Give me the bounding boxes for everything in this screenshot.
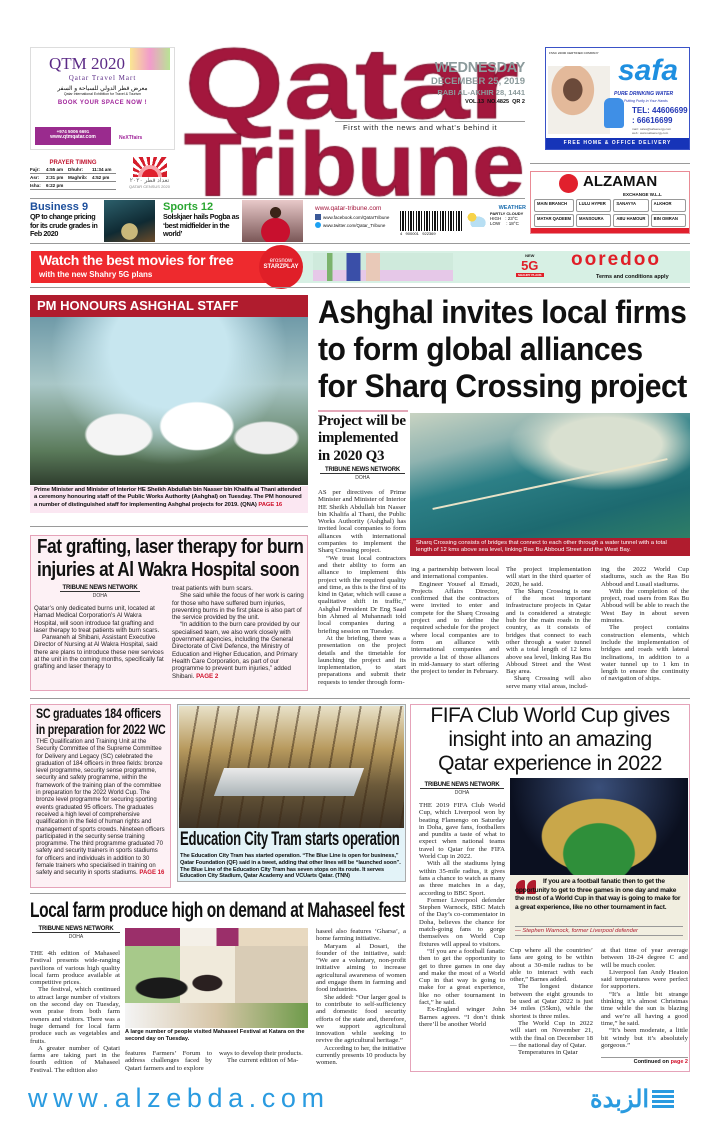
alzaman-brand: ALZAMAN xyxy=(583,173,658,190)
paragraph: features Farmers’ Forum to address challenges faced by Qatari farmers and to explore xyxy=(125,1050,212,1072)
qtm-arabic: معرض قطر الدولي للسياحة و السفر xyxy=(57,86,148,92)
water-bottle-icon xyxy=(604,98,624,128)
banner-sub: with the new Shahry 5G plans xyxy=(39,270,153,279)
badge-plans: SHAHRY PLANS xyxy=(518,273,542,277)
burns-headline xyxy=(37,536,303,582)
headline-line: Fat grafting, laser therapy for burn xyxy=(37,536,304,558)
dateline: DOHA xyxy=(92,593,108,599)
stadium-photo xyxy=(510,778,688,875)
sharq-crossing-aerial-photo xyxy=(410,413,690,538)
lead-subhead xyxy=(318,413,406,465)
alzebda-logo xyxy=(590,1085,674,1114)
twitter-link[interactable]: www.twitter.com/Qatar_Tribune xyxy=(323,222,386,228)
farm-column-1 xyxy=(30,950,120,1074)
divider xyxy=(30,698,690,699)
headline-line: Ashghal invites local firms xyxy=(318,294,687,330)
banner-headline: Watch the best movies for free xyxy=(39,252,234,268)
farm-photo-caption: A large number of people visited Mahaseel Festival at Katara on the second day on Tuesday. xyxy=(125,1029,305,1042)
paragraph: THE 2019 FIFA Club World Cup, which Liverpool won by beating Flamengo on Saturday in Doha, gave fans, footballers and pundits a taste of what to expect when national teams travel to Qatar for the FIFA World Cup in 2022. xyxy=(419,802,505,861)
teaser-section: Business 9 xyxy=(30,201,89,213)
barcode-number: 4 900001 922369 xyxy=(400,231,436,236)
paragraph: ing a partnership between local and international companies. xyxy=(411,566,499,581)
continued-link[interactable] xyxy=(601,1057,688,1065)
twitter-icon xyxy=(315,222,321,228)
lead-headline xyxy=(318,294,687,405)
pm-kicker: PM HONOURS ASHGHAL STAFF xyxy=(30,295,308,317)
prayer-name: Asr: xyxy=(30,175,40,180)
burns-column-1 xyxy=(34,605,166,688)
paragraph: According to her, the initiative currently presents 10 products by women. xyxy=(316,1044,406,1067)
tram-vehicle xyxy=(214,768,364,796)
sc-body-text: THE Qualification and Training Unit at the Security Committee of the Supreme Committee for Delivery and Legacy (SC) celebrated the graduation of 184 officers in three fields: bronze level programme, security sense programme, security and safety programme, within the framework of the training plan of the committee in preparation for the 2022 World Cup. The bronze level programme for securing sporting events graduated 95 officers. The graduates received a high level of comprehensive qualification in the field of human rights and management of sports crowds. Nineteen officers participated in the security sense training programme. The third programme graduated 70 safety and security trainers in sports stadiums for officers and individuals in addition to 30 female trainers who specialised in training on safety and security in sports stadiums. xyxy=(36,739,165,877)
ooredoo-banner-ad[interactable] xyxy=(31,251,690,283)
lead-column-2 xyxy=(411,566,499,690)
quote-text: If you are a football fanatic then to get the opportunity to get to three games in one day and make the most of a World Cup in that way is going to make for a great experience, like no other tournament in fact. xyxy=(515,878,681,912)
qtm-color-splash xyxy=(130,48,170,70)
weather xyxy=(466,205,526,226)
safa-brand: safa xyxy=(618,54,679,87)
prayer-row xyxy=(30,166,116,174)
paragraph: Liverpool fan Andy Heaton said temperatures were perfect for supporters. xyxy=(601,968,688,991)
paragraph: THE 4th edition of Mahaseel Festival presents wide-ranging pavilions of various high quality local farm produce available at competitive prices. xyxy=(30,950,120,987)
lead-column-4 xyxy=(601,566,689,690)
branch-box: MANSOURA xyxy=(576,214,611,227)
badge-new: NEW xyxy=(525,253,535,258)
safa-slogan: Putting Purity in Your Hands xyxy=(624,99,668,103)
farm-column-2 xyxy=(125,1050,212,1072)
fifa-column-1 xyxy=(419,802,505,1067)
branch-box: LULU HYPER xyxy=(576,199,611,212)
branch-box: BIN OMRAN xyxy=(651,214,686,227)
prayer-time: 4:55 am xyxy=(46,167,64,172)
paragraph: at that time of year average between 18-24 degree C and will be much cooler. xyxy=(601,947,688,969)
business-teaser-photo xyxy=(104,200,155,242)
tram-headline: Education City Tram starts operation xyxy=(180,829,400,850)
byline: TRIBUNE NEWS NETWORK xyxy=(420,782,504,789)
prayer-time: 6:22 pm xyxy=(46,183,64,188)
cartoon-illustration xyxy=(313,253,453,281)
paragraph: Former Liverpool defender Stephen Warnock, BBC Match of the Day’s co-commentator in Doha, believes the chance for match-going fans to gorge themselves on World Cup fixtures will appeal to visitors. xyxy=(419,896,505,948)
paragraph: “It’s been moderate, a little bit windy but it’s absolutely gorgeous.” xyxy=(601,1027,688,1049)
farm-column-4 xyxy=(316,928,406,1070)
sc-headline xyxy=(36,705,165,738)
paragraph: ing the 2022 World Cup stadiums, such as the Ras Bu Abboud and Lusail stadiums. xyxy=(601,566,689,588)
divider xyxy=(30,198,525,199)
qtm-url: www.qtmqatar.com xyxy=(50,134,96,140)
headline-line: to form global alliances xyxy=(318,331,643,367)
subhead-line: Project will be xyxy=(318,413,406,429)
logo-lines-icon xyxy=(652,1090,674,1110)
barcode xyxy=(400,211,462,237)
5g-badge xyxy=(516,253,544,277)
headline-line: for Sharq Crossing project xyxy=(318,368,687,404)
sc-body xyxy=(36,739,166,885)
branch-box: SANAYYA xyxy=(613,199,648,212)
safa-ad[interactable] xyxy=(545,47,690,150)
facebook-link[interactable]: www.facebook.com/QatarTribune xyxy=(323,214,390,220)
website-link[interactable]: www.qatar-tribune.com xyxy=(315,205,382,212)
burns-column-2 xyxy=(172,585,305,688)
branch-box: MAIN BRANCH xyxy=(534,199,574,212)
prayer-time: 11:34 am xyxy=(92,167,112,172)
page-ref-link[interactable]: PAGE 2 xyxy=(196,672,219,680)
safa-tel: TEL: 44606699 xyxy=(632,106,688,115)
weekday: WEDNESDAY xyxy=(434,60,525,76)
byline: TRIBUNE NEWS NETWORK xyxy=(320,467,405,474)
fifa-headline xyxy=(412,704,688,777)
page-ref-link[interactable]: PAGE 16 xyxy=(139,870,165,877)
quote-attribution: — Stephen Warnock, former Liverpool defender xyxy=(515,926,683,936)
paragraph: With all the stadiums lying within 35-mile radius, it gives fans a chance to watch as many as three matches in a day, according to BBC Sport. xyxy=(419,860,505,897)
low-temp: : 18°C xyxy=(506,221,519,226)
produce-table xyxy=(125,1003,308,1028)
divider xyxy=(530,163,690,164)
safa-footer: FREE HOME & OFFICE DELIVERY xyxy=(546,138,689,149)
prayer-name: Fajr: xyxy=(30,167,40,172)
paragraph xyxy=(172,621,305,679)
qtm-cta: BOOK YOUR SPACE NOW ! xyxy=(57,100,148,106)
footer-url[interactable]: www.alzebda.com xyxy=(28,1083,330,1113)
prayer-row xyxy=(30,182,116,190)
paragraph: “It’s a little bit strange thinking it’s almost Christmas time while the sun is blazing and we’re all having a good time,” he said. xyxy=(601,990,688,1027)
paragraph: At the briefing, there was a presentation on the project details and the timetable for launching the project and its implementation, to start preparations and submit their requests to tender through form- xyxy=(318,634,406,686)
pull-quote xyxy=(510,875,688,940)
headline-line: in preparation for 2022 WC xyxy=(36,721,166,738)
prayer-title: PRAYER TIMING xyxy=(49,160,97,166)
sports-teaser-photo xyxy=(242,200,303,242)
logo-text: الزبدة xyxy=(590,1086,650,1113)
census-arabic: تعداد قطر ٢٠٢٠ xyxy=(129,178,170,184)
alzaman-logo-icon xyxy=(559,174,578,193)
dateline: DOHA xyxy=(454,790,470,796)
partner-starzplay: STARZPLAY xyxy=(263,264,299,270)
tram-body: The Education City Tram has started operation. “The Blue Line is open for business,” Qatar Foundation (QF) said in a tweet, adding that other lines will be “launched soon”. The Blue Line of the Education City Tram has seven stops on its route. It serves Education City Stadium, Qatar Academy and VCUarts Qatar. (TNN) xyxy=(180,853,401,880)
prayer-time xyxy=(92,183,114,188)
paragraph: She said while the focus of her work is caring for those who have suffered burn injuries, preventing burns in the first place is also part of the service provided by the unit. xyxy=(172,592,304,622)
paragraph: Temperatures in Qatar xyxy=(518,1049,578,1057)
fifa-column-3 xyxy=(601,947,688,1052)
hijri-date: RABI AL-AKHIR 28, 1441 xyxy=(437,88,525,97)
dateline: DOHA xyxy=(355,475,370,481)
teaser-section: Sports 12 xyxy=(163,201,214,213)
farm-headline: Local farm produce high on demand at Mahaseel fest xyxy=(30,899,405,922)
child-drinking-photo xyxy=(548,66,610,134)
lead-column-1 xyxy=(318,489,406,687)
prayer-time: 4:52 pm xyxy=(92,175,110,180)
qtm-name: Qatar Travel Mart xyxy=(68,74,137,82)
alzaman-footer-bar xyxy=(531,228,689,233)
headline-line: injuries at Al Wakra Hospital soon xyxy=(37,559,300,581)
pm-ceremony-photo xyxy=(30,317,308,485)
prayer-name: Maghrib: xyxy=(68,175,88,180)
high-temp: : 23°C xyxy=(505,216,518,221)
paragraph: The festival, which continued to attract large number of visitors on the second day on Tuesday, won praise from both farm owners and visitors. There was a huge demand for local farm produce such as vegetables and fruits. xyxy=(30,986,120,1045)
paragraph: Maryam al Dosari, the founder of the initiative, said: “We are a voluntary, non-profit initiative aiming to increase agricultural awareness of women and engage them in farming and food industries. xyxy=(316,942,406,994)
paragraph: “If you are a football fanatic then to get the opportunity to get to three games in one day and make the most of a World Cup in that way is going to make for a great experience, like no other tournament in fact,” he said. xyxy=(419,947,505,1007)
paragraph-text: “In addition to the burn care provided by our specialised team, we also work closely with government agencies, including the General Directorate of Civil Defence, the Ministry of Education and Higher Education, and Primary Health Care Corporation, as part of our programme to prevent burn injuries,” added Shibani. xyxy=(172,621,301,680)
safa-product: PURE DRINKING WATER xyxy=(614,91,674,97)
safa-web: web : www.safaenergy.com xyxy=(632,131,669,135)
divider xyxy=(30,287,690,288)
paragraph: haseel also features ‘Gharsa’, a home farming initiative. xyxy=(316,928,406,943)
festival-banner xyxy=(125,928,308,946)
prayer-time: 2:31 pm xyxy=(46,175,64,180)
prayer-name: Isha: xyxy=(30,183,41,188)
paragraph: She added: “Our larger goal is to contribute to self-sufficiency and domestic food security efforts of the state and, therefore, we support agricultural innovation while seeking to revive the agricultural heritage.” xyxy=(316,993,406,1045)
qtm-subtitle: Qatar International Exhibition for Travel & Tourism xyxy=(63,92,142,96)
census-label: QATAR CENSUS 2020 xyxy=(129,184,170,189)
paragraph: Qatar’s only dedicated burns unit, located at Hamad Medical Corporation’s Al Wakra Hospital, will soon introduce fat grafting and laser therapy to treat patients with burn scars. xyxy=(34,605,160,634)
census-burst-icon xyxy=(133,157,167,177)
date: DECEMBER 25, 2019 xyxy=(431,76,525,87)
qtm-phone: +974 5006 6691 xyxy=(56,129,90,134)
dateline: DOHA xyxy=(68,934,84,940)
facebook-icon xyxy=(315,214,321,220)
weather-condition: PARTLY CLOUDY xyxy=(490,211,524,216)
subhead-line: implemented xyxy=(318,430,399,447)
paragraph: Ex-England winger John Barnes agrees. “I don’t think there’ll be another World xyxy=(419,1006,505,1028)
paragraph: The current edition of Ma- xyxy=(227,1057,299,1065)
headline-line: insight into an amazing xyxy=(448,728,652,752)
paragraph: “We trust local contractors and their ability to form an alliance to implement this project with the required quality and time, as this is the first of its kind in Qatar, which will cause a qualitative shift in traffic,” Ashghal President Dr Eng Saad bin Ahmed al Muhannadi told local companies during a briefing session on Tuesday. xyxy=(318,554,406,635)
headline-line: Qatar experience in 2022 xyxy=(438,752,662,776)
date-block xyxy=(420,60,525,105)
safa-whatsapp: : 66616699 xyxy=(632,116,673,125)
census-logo xyxy=(122,157,177,195)
safa-badge: FSSC 22000 CERTIFIED COMPANY xyxy=(549,51,599,55)
alzaman-sub: EXCHANGE W.L.L xyxy=(623,192,662,197)
paragraph: With the completion of the project, road users from Ras Bu Abboud will be able to reach the West Bay in about seven minutes. xyxy=(601,587,689,625)
teaser-headline: QP to change pricing for its crude grades in Feb 2020 xyxy=(30,212,98,238)
fifa-column-2 xyxy=(510,947,593,1067)
high-label: HIGH xyxy=(490,216,502,221)
paragraph: Parwaneh al Shibani, Assistant Executive Director of Nursing at Al Wakra Hospital, said there are plans to introduce these new services at the unit in the coming months, specifically fat grafting and laser therapy to xyxy=(34,634,164,671)
page-ref-link[interactable]: PAGE 16 xyxy=(258,501,283,508)
headline-line: FIFA Club World Cup gives xyxy=(430,704,670,727)
social-links xyxy=(315,205,397,228)
banner-terms: Terms and conditions apply xyxy=(596,274,669,280)
paragraph: AS per directives of Prime Minister and Minister of Interior HE Sheikh Abdullah bin Nasser bin Khalifa al Thani, the Public Works Authority (Ashghal) has invited local companies to form alliances with international companies to implement the Sharq Crossing project. xyxy=(318,489,406,555)
paragraph: Sharq Crossing will also serve many vital areas, includ- xyxy=(506,675,591,690)
paragraph: ways to develop their products. xyxy=(219,1050,303,1057)
barcode-bars xyxy=(400,211,462,231)
prayer-row xyxy=(30,174,116,182)
paragraph: A greater number of Qatari farms are taking part in the fourth edition of Mahaseel Festival. The edition also xyxy=(30,1044,120,1074)
tagline: First with the news and what's behind it xyxy=(343,123,498,132)
alzaman-ad[interactable] xyxy=(530,171,690,234)
branch-box: ABU HAMOUR xyxy=(613,214,648,227)
farm-column-3 xyxy=(219,1050,307,1072)
mahaseel-festival-photo xyxy=(125,928,308,1028)
pm-caption xyxy=(30,486,308,513)
teaser-headline: Solskjaer hails Pogba as ‘best midfielder in the world’ xyxy=(163,212,239,238)
divider xyxy=(318,410,408,412)
bridge-line xyxy=(432,458,667,510)
divider xyxy=(30,526,308,527)
safa-mail: mail : sales@safaenergy.com xyxy=(632,127,672,131)
tram-photo xyxy=(179,706,404,828)
badge-5g: 5G xyxy=(521,258,539,273)
paragraph: The project implementation will start in the third quarter of 2020, he said. xyxy=(506,566,591,588)
byline: TRIBUNE NEWS NETWORK xyxy=(32,926,120,933)
paragraph: The longest distance between the eight grounds to be used at Qatar 2022 is just 34 miles (55km), while the shortest is three miles. xyxy=(510,983,593,1020)
streaming-partners xyxy=(259,245,303,289)
paragraph: treat patients with burn scars. xyxy=(172,585,253,592)
prayer-name xyxy=(68,183,90,188)
teaser-sports[interactable] xyxy=(163,201,241,239)
byline: TRIBUNE NEWS NETWORK xyxy=(60,585,140,592)
caption-text: Prime Minister and Minister of Interior HE Sheikh Abdullah bin Nasser bin Khalifa al Thani attended a ceremony honouring staff of the Public Works Authority (Ashghal) on Tuesday. The PM honoured a number of distinguished staff for implementing Ashghal projects for 2019. (QNA) xyxy=(34,487,302,508)
branch-box: ALKHOR xyxy=(651,199,686,212)
sharq-caption: Sharq Crossing consists of bridges that connect to each other through a water tunnel with a total length of 12 kms above sea level, linking Ras Bu Abboud Street and the West Bay. xyxy=(410,538,690,556)
paragraph: The project contains construction elements, which include the implementation of bridges and roads with lateral inclinations, in addition to a water tunnel up to 1 km in length to ensure the continuity of navigation of ships. xyxy=(601,624,689,683)
weather-title: WEATHER xyxy=(498,205,526,211)
paragraph: Engineer Yousef al Emadi, Projects Affairs Director, confirmed that the contractors were invited to enter and compete for the Sharq Crossing project and to define the required schedule for the project where local companies are to form an alliance with international companies and provide a list of those alliances in mid-January to start offering the project to tender in February. xyxy=(411,580,499,676)
masthead-rule xyxy=(335,121,525,122)
teaser-business[interactable] xyxy=(30,201,102,239)
partner-erosnow: erosnow xyxy=(269,258,293,264)
divider xyxy=(30,893,406,894)
subhead-line: in 2020 Q3 xyxy=(318,447,385,464)
prayer-timing xyxy=(30,160,116,190)
branch-box: MATAR QADEEM xyxy=(534,214,574,227)
paragraph: The Sharq Crossing is one of the most important infrastructure projects in Qatar and is considered a strategic hub for the main roads in the country, as it consists of bridges that connect to each other through a water tunnel with a total length of 12 kms above sea level, linking Ras Bu Abboud Street and the West Bay area. xyxy=(506,587,591,676)
ooredoo-logo: ooredoo xyxy=(571,249,661,270)
continued-label: Continued on xyxy=(633,1059,670,1065)
headline-line: SC graduates 184 officers xyxy=(36,705,161,721)
qtm-contact xyxy=(35,127,111,145)
qtm-sponsor: NeXTfairs xyxy=(119,135,143,141)
prayer-name: Dhuhr: xyxy=(68,167,84,172)
lead-column-3 xyxy=(506,566,591,690)
low-label: LOW xyxy=(490,221,501,226)
paragraph: Cup where all the countries’ fans are going to be within about a 30-mile radius to be able to interact with each other,” Barnes added. xyxy=(510,947,593,984)
continued-page: page 2 xyxy=(670,1059,688,1065)
qtm-ad[interactable] xyxy=(30,47,175,150)
qtm-logo: QTM 2020 xyxy=(49,54,126,73)
divider xyxy=(30,243,690,244)
issue-info: VOL.13 NO.4825 QR 2 xyxy=(465,99,525,105)
paragraph: The World Cup in 2022 will start on November 21, with the final on December 18 — the national day of Qatar. xyxy=(510,1019,593,1049)
cloud-sun-icon xyxy=(466,213,486,227)
